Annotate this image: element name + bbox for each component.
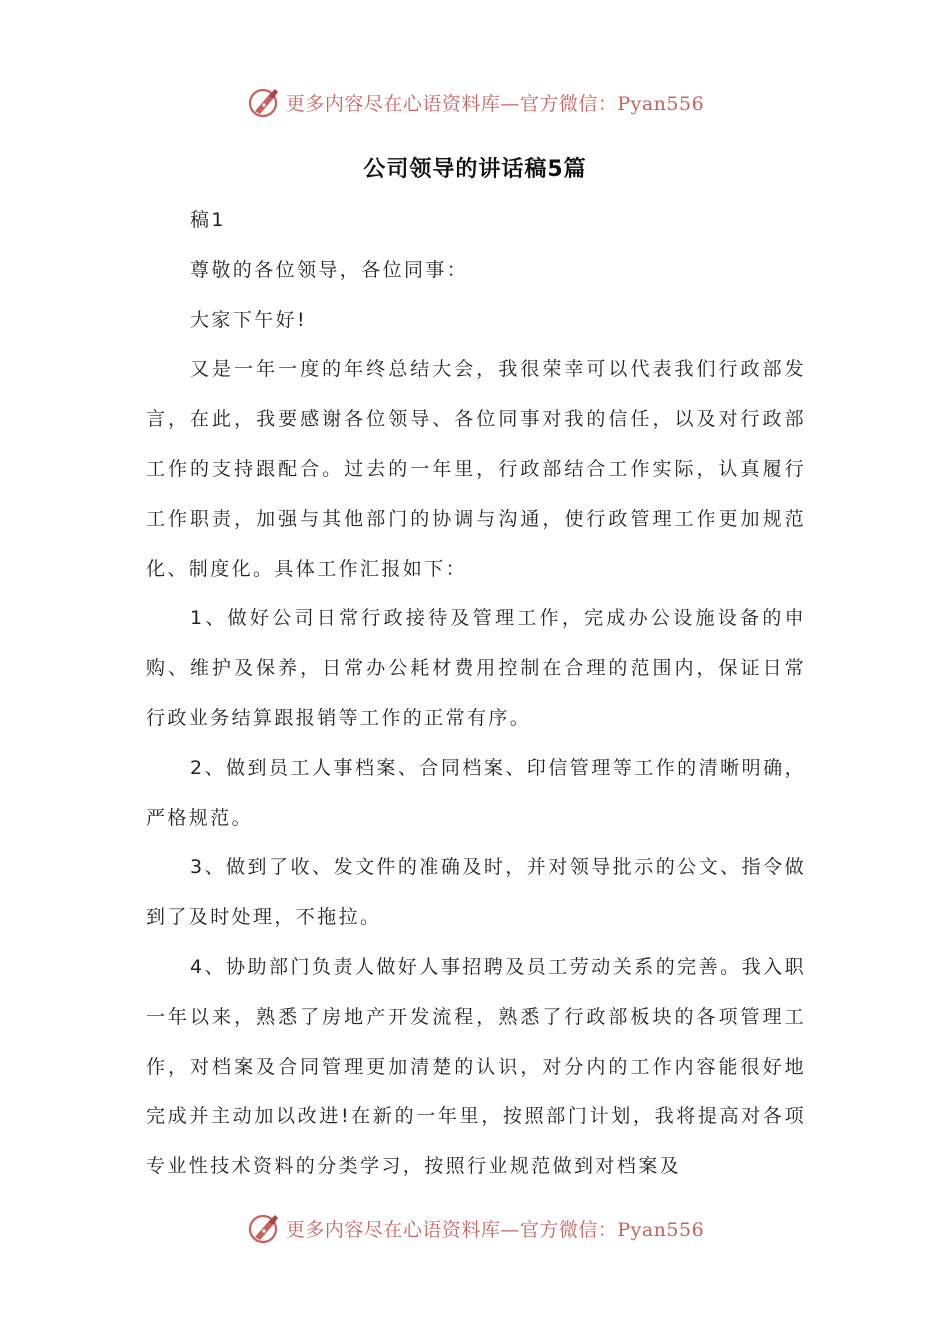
paragraph-item-3: 3、做到了收、发文件的准确及时，并对领导批示的公文、指令做到了及时处理，不拖拉。 [146, 856, 806, 929]
paragraph-heading: 稿1 [190, 209, 226, 231]
watermark-banner-top [0, 80, 950, 124]
document-title: 公司领导的讲话稿5篇 [363, 157, 587, 182]
paragraph-intro: 又是一年一度的年终总结大会，我很荣幸可以代表我们行政部发言，在此，我要感谢各位领导、各位同事对我的信任，以及对行政部工作的支持跟配合。过去的一年里，行政部结合工作实际，认真履行工作职责，加强与其他部门的协调与沟通，使行政管理工作更加规范化、制度化。具体工作汇报如下： [146, 358, 806, 580]
paragraph-greeting: 大家下午好! [190, 308, 308, 331]
watermark-banner-bottom [0, 1206, 950, 1250]
watermark-text: 更多内容尽在心语资料库—官方微信：Pyan556 [285, 1218, 705, 1241]
paragraph-salutation: 尊敬的各位领导，各位同事： [190, 258, 469, 281]
watermark-text: 更多内容尽在心语资料库—官方微信：Pyan556 [285, 92, 705, 115]
pen-nib-circle-icon [246, 84, 282, 120]
paragraph-item-4: 4、协助部门负责人做好人事招聘及员工劳动关系的完善。我入职一年以来，熟悉了房地产开发流程，熟悉了行政部板块的各项管理工作，对档案及合同管理更加清楚的认识，对分内的工作内容能很好地完成并主动加以改进!在新的一年里，按照部门计划，我将提高对各项专业性技术资料的分类学习，按照行业规范做到对档案及 [146, 955, 806, 1178]
paragraph-item-1: 1、做好公司日常行政接待及管理工作，完成办公设施设备的申购、维护及保养，日常办公耗材费用控制在合理的范围内，保证日常行政业务结算跟报销等工作的正常有序。 [146, 607, 806, 729]
document-body [146, 196, 806, 1192]
pen-nib-circle-icon [246, 1210, 282, 1246]
paragraph-item-2: 2、做到员工人事档案、合同档案、印信管理等工作的清晰明确，严格规范。 [146, 756, 806, 829]
